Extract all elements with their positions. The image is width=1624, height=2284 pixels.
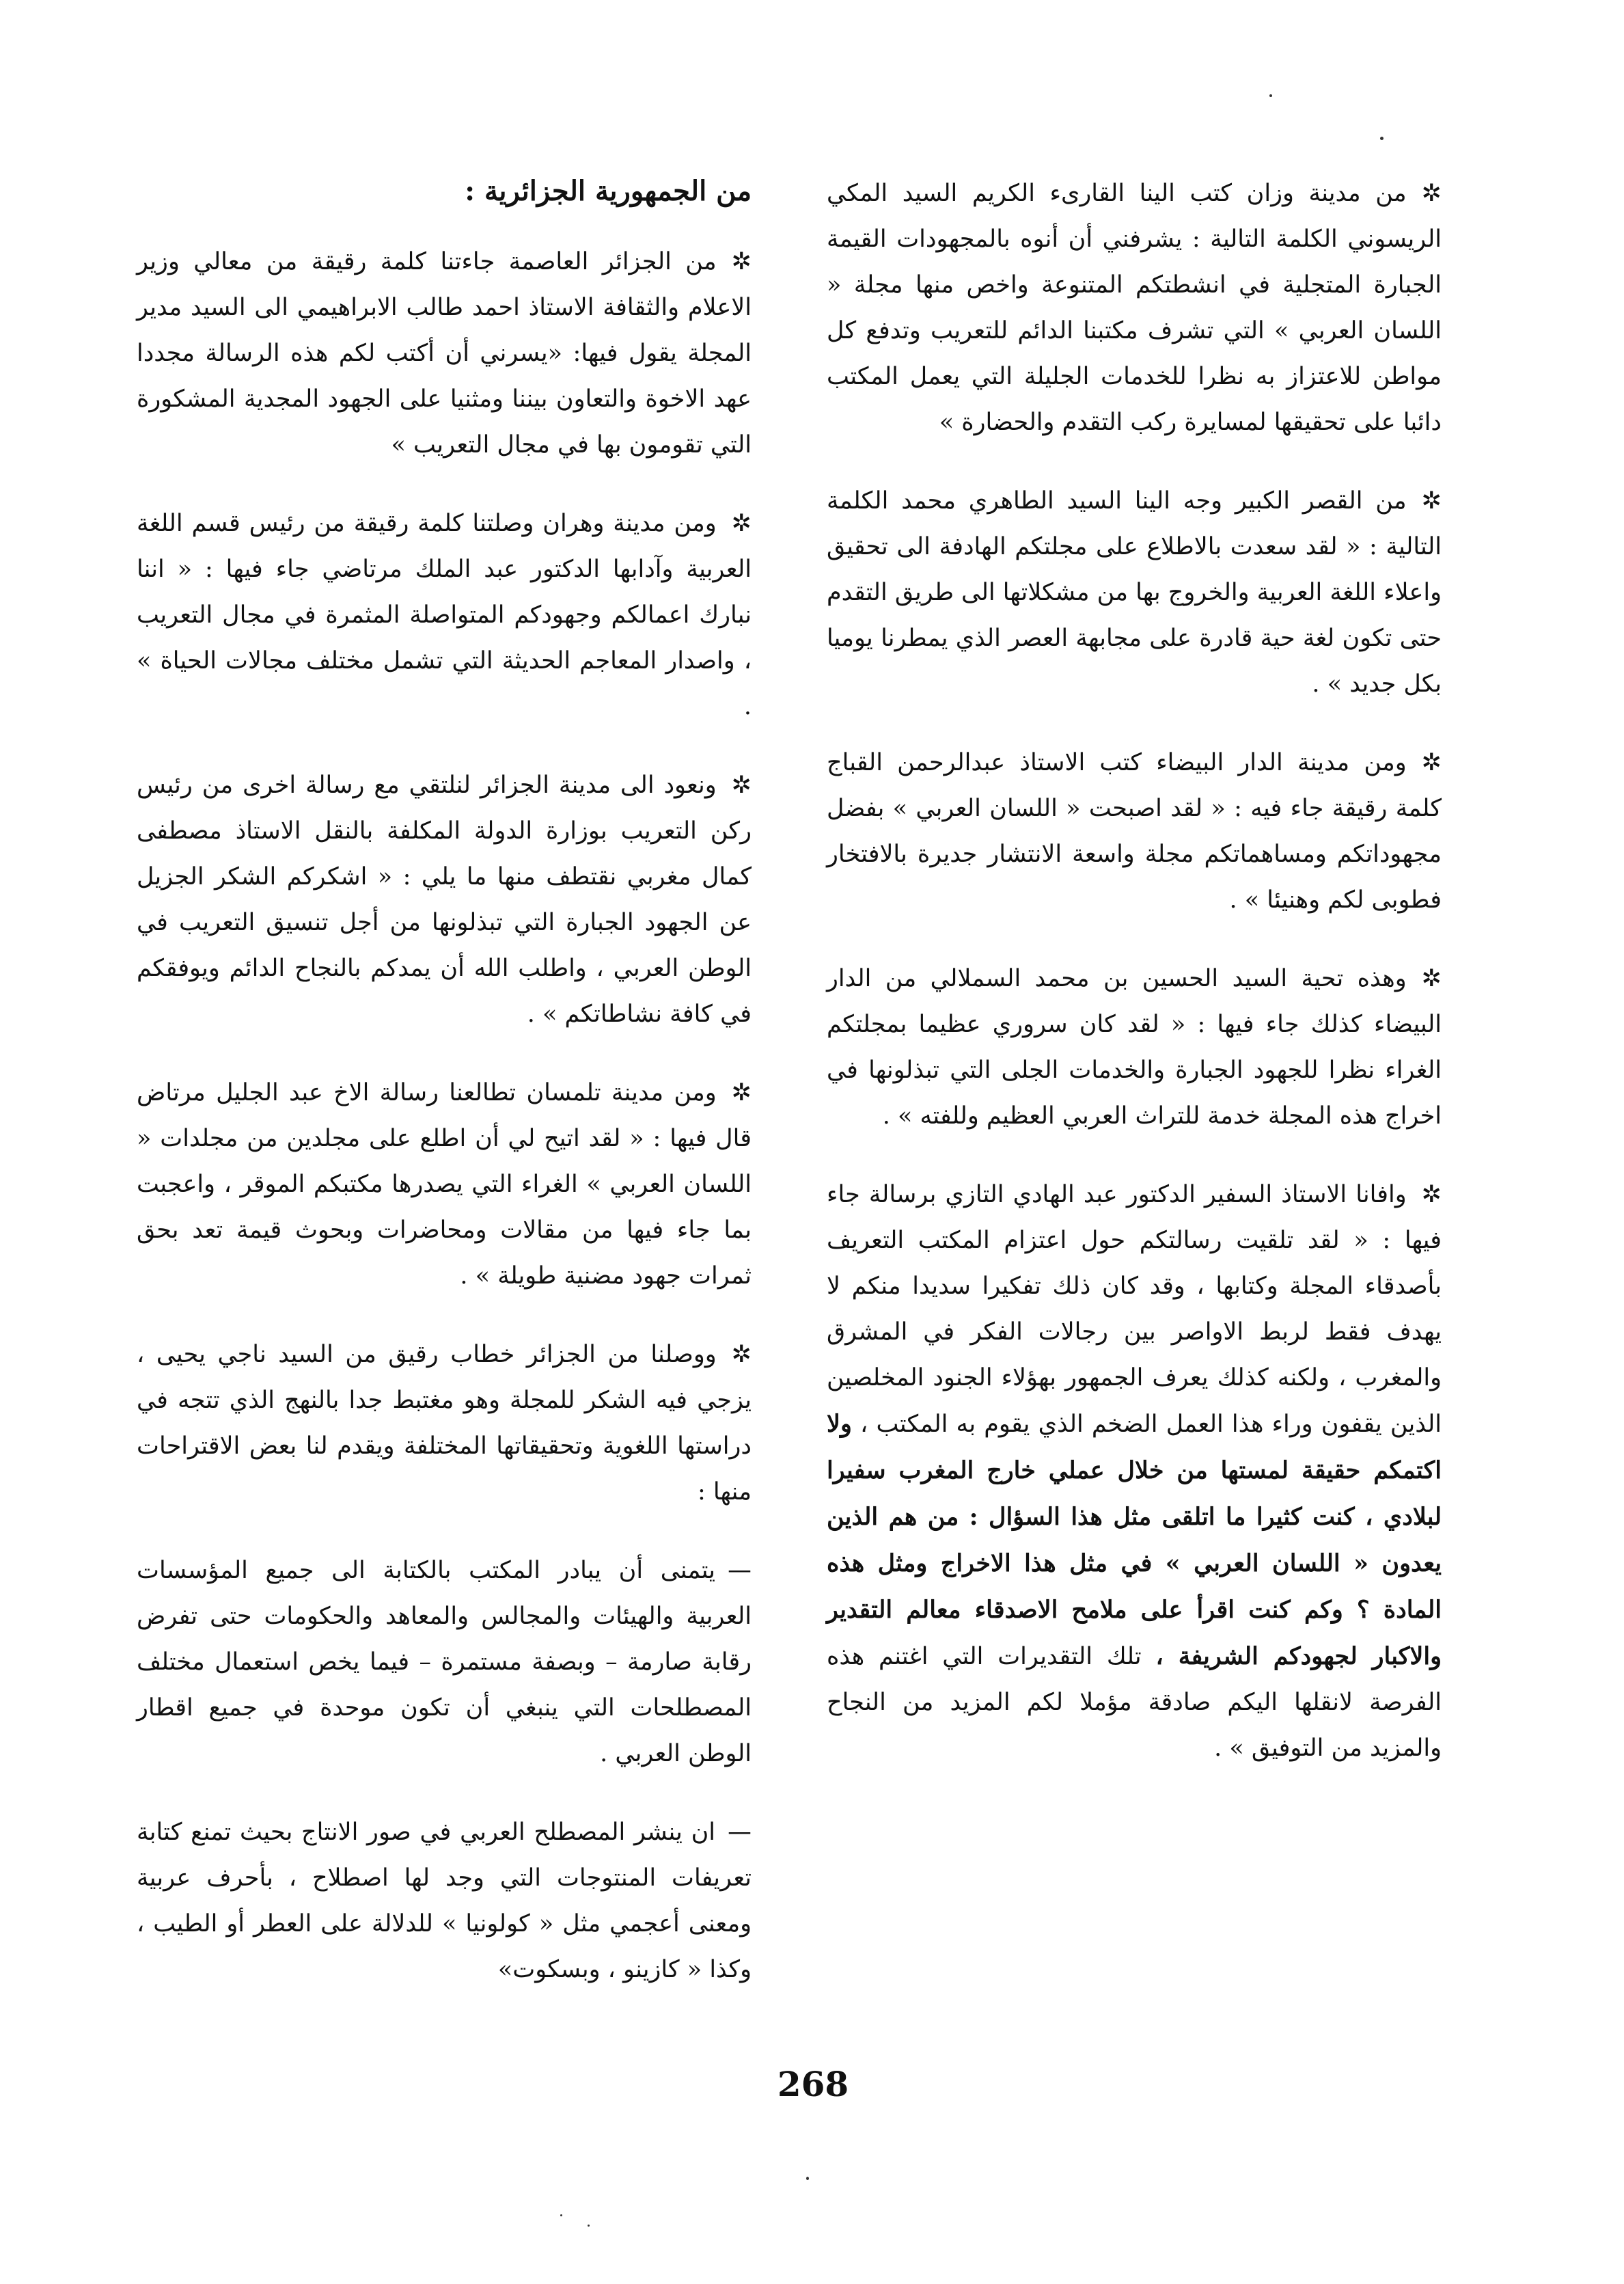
letter-paragraph <box>827 171 1442 446</box>
asterism-icon: ✲ <box>1421 180 1442 207</box>
asterism-icon: ✲ <box>1421 1181 1442 1208</box>
bold-quote: ولا اكتمكم حقيقة لمستها من خلال عملي خارج المغرب سفيرا لبلادي ، كنت كثيرا ما اتلقى مثل هذا السؤال : من هم الذين يعدون « اللسان العربي » في مثل هذا الاخراج ومثل هذه المادة ؟ وكم كنت اقرأ على ملامح الاصدقاء معالم التقدير والاكبار لجهودكم الشريفة ، <box>827 1410 1442 1670</box>
letter-paragraph <box>827 478 1442 707</box>
paragraph-text: من القصر الكبير وجه الينا السيد الطاهري محمد الكلمة التالية : « لقد سعدت بالاطلاع على مجلتكم الهادفة الى تحقيق واعلاء اللغة العربية والخروج بها من مشكلاتها الى طريق التقدم حتى تكون لغة حية قادرة على مجابهة العصر الذي يمطرنا يوميا بكل جديد » . <box>827 487 1442 698</box>
paragraph-text: ونعود الى مدينة الجزائر لنلتقي مع رسالة اخرى من رئيس ركن التعريب بوزارة الدولة المكلفة بالنقل الاستاذ مصطفى كمال مغربي نقتطف منها ما يلي : « اشكركم الشكر الجزيل عن الجهود الجبارة التي تبذلونها من أجل تنسيق التعريب في الوطن العربي ، واطلب الله أن يمدكم بالنجاح الدائم ويوفقكم في كافة نشاطاتكم » . <box>137 772 752 1028</box>
letter-paragraph <box>137 763 752 1037</box>
suggestion-text: ان ينشر المصطلح العربي في صور الانتاج بحيث تمنع كتابة تعريفات المنتوجات التي وجد لها اصطلاح ، بأحرف عربية ومعنى أعجمي مثل « كولونيا » للدلالة على العطر أو الطيب ، وكذا « كازينو ، وبسكوت» <box>137 1819 752 1983</box>
dash-bullet-icon: — <box>728 1819 752 1846</box>
asterism-icon: ✲ <box>731 510 752 537</box>
section-heading: من الجمهورية الجزائرية : <box>465 175 752 207</box>
scan-speck <box>1380 137 1384 140</box>
letter-paragraph <box>137 501 752 730</box>
letter-paragraph <box>137 239 752 468</box>
paragraph-text-closing: تلك التقديرات التي اغتنم هذه الفرصة لانقلها اليكم صادقة مؤملا لكم المزيد من النجاح والمزيد من التوفيق » . <box>827 1643 1442 1762</box>
scan-speck <box>560 2214 562 2216</box>
paragraph-text: ومن مدينة تلمسان تطالعنا رسالة الاخ عبد الجليل مرتاض قال فيها : « لقد اتيح لي أن اطلع على مجلدين من مجلدات « اللسان العربي » الغراء التي يصدرها مكتبكم الموقر ، واعجبت بما جاء فيها من مقالات ومحاضرات وبحوث قيمة تعد بحق ثمرات جهود مضنية طويلة » . <box>137 1079 752 1290</box>
left-column <box>137 171 752 2026</box>
paragraph-text: وهذه تحية السيد الحسين بن محمد السملالي من الدار البيضاء كذلك جاء فيها : « لقد كان سروري عظيما بمجلتكم الغراء نظرا للجهود الجبارة والخدمات الجلى التي تبذلونها في اخراج هذه المجلة خدمة للتراث العربي العظيم وللفته » . <box>827 965 1442 1130</box>
asterism-icon: ✲ <box>731 1341 752 1368</box>
letter-paragraph <box>827 956 1442 1139</box>
paragraph-text: ووصلنا من الجزائر خطاب رقيق من السيد ناجي يحيى ، يزجي فيه الشكر للمجلة وهو مغتبط جدا بالنهج الذي تتجه في دراستها اللغوية وتحقيقاتها المختلفة ويقدم لنا بعض الاقتراحات منها : <box>137 1341 752 1506</box>
asterism-icon: ✲ <box>1421 749 1442 776</box>
letter-paragraph-tazi <box>827 1172 1442 1771</box>
scan-speck <box>806 2177 809 2180</box>
scan-speck <box>1269 94 1272 97</box>
asterism-icon: ✲ <box>1421 487 1442 515</box>
letter-paragraph <box>137 1332 752 1515</box>
suggestion-item <box>137 1548 752 1777</box>
paragraph-text: من مدينة وزان كتب الينا القارىء الكريم السيد المكي الريسوني الكلمة التالية : يشرفني أن أنوه بالمجهودات القيمة الجبارة المتجلية في انشطتكم المتنوعة واخص منها مجلة « اللسان العربي » التي تشرف مكتبنا الدائم للتعريب وتدفع كل مواطن للاعتزاز به نظرا للخدمات الجليلة التي يعمل المكتب دائبا على تحقيقها لمسايرة ركب التقدم والحضارة » <box>827 180 1442 436</box>
asterism-icon: ✲ <box>731 772 752 799</box>
asterism-icon: ✲ <box>1421 965 1442 992</box>
scan-speck <box>588 2225 590 2227</box>
dash-bullet-icon: — <box>728 1557 752 1584</box>
paragraph-text: ومن مدينة الدار البيضاء كتب الاستاذ عبدالرحمن القباج كلمة رقيقة جاء فيه : « لقد اصبحت « اللسان العربي » بفضل مجهوداتكم ومساهماتكم مجلة واسعة الانتشار جديرة بالافتخار فطوبى لكم وهنيئا » . <box>827 749 1442 914</box>
asterism-icon: ✲ <box>731 248 752 275</box>
paragraph-text: ومن مدينة وهران وصلتنا كلمة رقيقة من رئيس قسم اللغة العربية وآدابها الدكتور عبد الملك مرتاضي جاء فيها : « اننا نبارك اعمالكم وجهودكم المتواصلة المثمرة في مجال التعريب ، واصدار المعاجم الحديثة التي تشمل مختلف مجالات الحياة » . <box>137 510 752 720</box>
right-column <box>827 171 1442 1804</box>
letter-paragraph <box>137 1070 752 1299</box>
suggestion-item <box>137 1810 752 1993</box>
suggestion-text: يتمنى أن يبادر المكتب بالكتابة الى جميع المؤسسات العربية والهيئات والمجالس والمعاهد والحكومات حتى تفرض رقابة صارمة – وبصفة مستمرة – فيما يخص استعمال مختلف المصطلحات التي ينبغي أن تكون موحدة في جميع اقطار الوطن العربي . <box>137 1557 752 1767</box>
page-number: 268 <box>777 2064 849 2104</box>
asterism-icon: ✲ <box>731 1079 752 1106</box>
paragraph-text: من الجزائر العاصمة جاءتنا كلمة رقيقة من معالي وزير الاعلام والثقافة الاستاذ احمد طالب الابراهيمي الى السيد مدير المجلة يقول فيها: «يسرني أن أكتب لكم هذه الرسالة مجددا عهد الاخوة والتعاون بيننا ومثنيا على الجهود المجدية المشكورة التي تقومون بها في مجال التعريب » <box>137 248 752 459</box>
letter-paragraph <box>827 740 1442 923</box>
paragraph-text: وافانا الاستاذ السفير الدكتور عبد الهادي التازي برسالة جاء فيها : « لقد تلقيت رسالتكم حول اعتزام المكتب التعريف بأصدقاء المجلة وكتابها ، وقد كان ذلك تفكيرا سديدا منكم لا يهدف فقط لربط الاواصر بين رجالات الفكر في المشرق والمغرب ، ولكنه كذلك يعرف الجمهور بهؤلاء الجنود المخلصين الذين يقفون وراء هذا العمل الضخم الذي يقوم به المكتب ، <box>827 1181 1442 1438</box>
